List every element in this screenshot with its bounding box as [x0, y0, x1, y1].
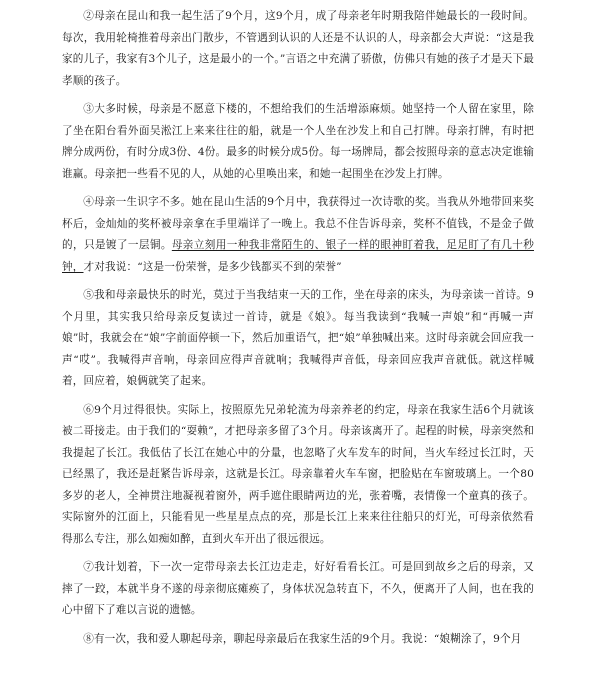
paragraph-5: ⑤我和母亲最快乐的时光，莫过于当我结束一天的工作，坐在母亲的床头，为母亲读一首诗。9个月里，其实我只给母亲反复读过一首诗，就是《娘》。每当我读到“我喊一声娘”和“再喊一声娘”时，我就会在“娘”字前面停顿一下，然后加重语气，把“娘”单独喊出来。这时母亲就会回应我一声“哎”。我喊得声音响，母亲回应得声音就响；我喊得声音低，母亲回应我声音就低。就这样喊着，回应着，娘俩就笑了起来。 — [62, 289, 534, 387]
paragraph-2: ②母亲在昆山和我一起生活了9个月，这9个月，成了母亲老年时期我陪伴她最长的一段时间。每次，我用轮椅推着母亲出门散步，不管遇到认识的人还是不认识的人，母亲都会大声说：“这是我家的儿子，我家有3个儿子，这是最小的一个。”言语之中充满了骄傲，仿佛只有她的孩子才是天下最孝顺的孩子。 — [62, 10, 534, 87]
paragraph-7: ⑦我计划着，下一次一定带母亲去长江边走走，好好看看长江。可是回到故乡之后的母亲，又摔了一跤，本就半身不遂的母亲彻底瘫痪了，身体状况急转直下，不久，便离开了人间，也在我的心中留下了难以言说的遗憾。 — [62, 561, 534, 616]
paragraph-8: ⑧有一次，我和爱人聊起母亲，聊起母亲最后在我家生活的9个月。我说：“娘糊涂了，9个月 — [83, 632, 522, 645]
paragraph-6: ⑥9个月过得很快。实际上，按照原先兄弟轮流为母亲养老的约定，母亲在我家生活6个月就该被二哥接走。由于我们的“耍赖”，才把母亲多留了3个月。母亲该离开了。起程的时候，母亲突然和我提起了长江。我低估了长江在她心中的分量，也忽略了火车发车的时间，当火车经过长江时，天已经黑了，我还是赶紧告诉母亲，这就是长江。母亲靠着火车车窗，把脸贴在车窗玻璃上。一个80多岁的老人，全神贯注地凝视着窗外，两手遮住眼睛两边的光，张着嘴，表情像一个童真的孩子。实际窗外的江面上，只能看见一些星星点点的亮，那是长江上来来往往船只的灯光，可母亲依然看得那么专注，那么如痴如醉，直到火车开出了很远很远。 — [62, 403, 534, 545]
paragraph-4 — [62, 192, 534, 278]
paragraph-4-underlined-text: 母亲立刻用一种我非常陌生的、银子一样的眼神盯着我，足足盯了有几十秒钟， — [62, 239, 534, 273]
paragraph-4-text-before: ④母亲一生识字不多。她在昆山生活的9个月中，我获得过一次诗歌的奖。当我从外地带回来奖杯后，金灿灿的奖杯被母亲拿在手里端详了一晚上。我总不住告诉母亲，奖杯不值钱，不是金子做的，只是镀了一层铜。 — [62, 196, 534, 251]
paragraph-3: ③大多时候，母亲是不愿意下楼的，不想给我们的生活增添麻烦。她坚持一个人留在家里，除了坐在阳台看外面吴淞江上来来往往的船，就是一个人坐在沙发上和自己打牌。母亲打牌，有时把牌分成两份，有时分成3份、4份。最多的时候分成5份。每一场牌局，都会按照母亲的意志决定谁输谁赢。母亲把一些看不见的人，从她的心里唤出来，和她一起围坐在沙发上打牌。 — [62, 103, 534, 180]
paragraph-4-text-after: 才对我说：“这是一份荣誉，是多少钱都买不到的荣誉” — [83, 260, 342, 273]
